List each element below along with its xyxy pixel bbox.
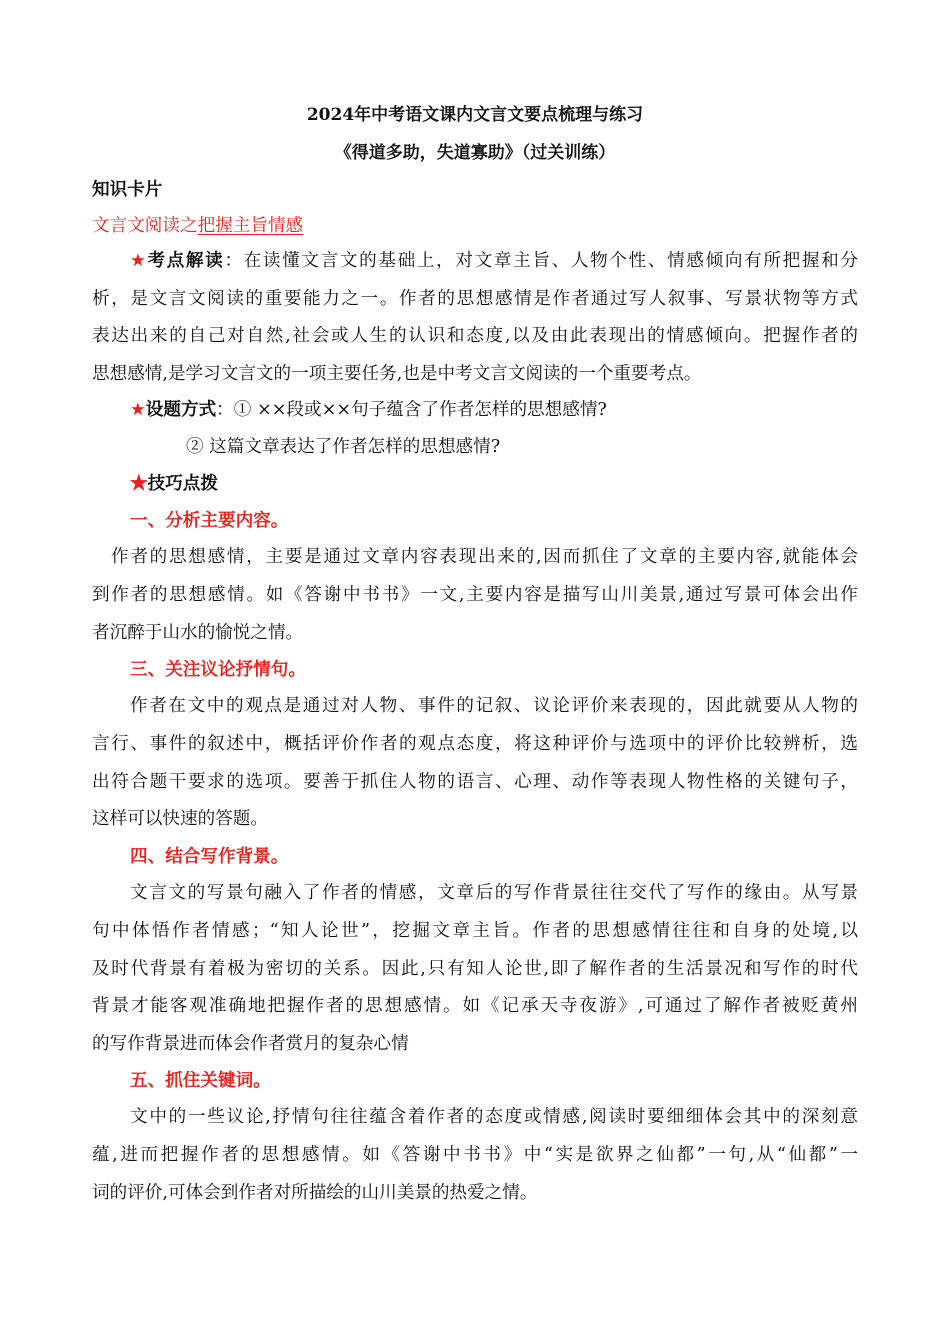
kaodian-line-3: 表达出来的自己对自然,社会或人生的认识和态度,以及由此表现出的情感倾向。把握作者的 xyxy=(92,326,858,346)
section-5-line-1: 文中的一些议论,抒情句往往蕴含着作者的态度或情感,阅读时要细细体会其中的深刻意 xyxy=(130,1107,858,1127)
section-4-line-3: 及时代背景有着极为密切的关系。因此,只有知人论世,即了解作者的生活景况和写作的时代 xyxy=(92,959,858,979)
jiqiao-heading xyxy=(130,472,218,496)
star-icon: ★ xyxy=(130,473,148,494)
sheti-question-2: ② 这篇文章表达了作者怎样的思想感情? xyxy=(186,437,501,457)
sheti-line-1: ★设题方式：① ××段或××句子蕴含了作者怎样的思想感情? xyxy=(130,399,607,420)
section-4-line-2: 句中体悟作者情感；“知人论世”，挖掘文章主旨。作者的思想感情往往和自身的处境,以 xyxy=(92,921,858,941)
section-3-line-2: 言行、事件的叙述中，概括评价作者的观点态度，将这种评价与选项中的评价比较辨析，选 xyxy=(92,734,858,754)
section-4-heading: 四、结合写作背景。 xyxy=(130,846,289,867)
document-subtitle: 《得道多助，失道寡助》（过关训练） xyxy=(334,143,616,163)
topic-underlined: 把握主旨情感 xyxy=(197,216,304,236)
section-1-line-3: 者沉醉于山水的愉悦之情。 xyxy=(92,623,304,643)
section-4-line-5: 的写作背景进而体会作者赏月的复杂心情 xyxy=(92,1034,409,1054)
sheti-question-1: ① ××段或××句子蕴含了作者怎样的思想感情? xyxy=(233,400,607,420)
jiqiao-label: 技巧点拨 xyxy=(147,473,218,494)
section-3-line-1: 作者在文中的观点是通过对人物、事件的记叙、议论评价来表现的，因此就要从人物的 xyxy=(130,696,858,716)
section-3-heading: 三、关注议论抒情句。 xyxy=(130,659,306,680)
star-icon: ★ xyxy=(130,251,148,271)
document-title: 2024年中考语文课内文言文要点梳理与练习 xyxy=(306,105,644,125)
kaodian-line-4: 思想感情,是学习文言文的一项主要任务,也是中考文言文阅读的一个重要考点。 xyxy=(92,364,702,384)
star-icon: ★ xyxy=(130,400,146,420)
knowledge-card-heading: 知识卡片 xyxy=(92,179,163,200)
section-5-heading: 五、抓住关键词。 xyxy=(130,1070,271,1091)
kaodian-label: 考点解读 xyxy=(147,250,225,271)
kaodian-line-1: ★考点解读：在读懂文言文的基础上，对文章主旨、人物个性、情感倾向有所把握和分 xyxy=(130,250,858,271)
topic-prefix: 文言文阅读之 xyxy=(92,216,198,236)
section-1-line-2: 到作者的思想感情。如《答谢中书书》一文,主要内容是描写山川美景,通过写景可体会出作 xyxy=(92,585,858,605)
section-5-line-2: 蕴,进而把握作者的思想感情。如《答谢中书书》中“实是欲界之仙都”一句,从“仙都”一 xyxy=(92,1145,858,1165)
section-5-line-3: 词的评价,可体会到作者对所描绘的山川美景的热爱之情。 xyxy=(92,1183,538,1203)
section-3-line-3: 出符合题干要求的选项。要善于抓住人物的语言、心理、动作等表现人物性格的关键句子， xyxy=(92,772,858,792)
topic-heading xyxy=(92,214,303,238)
section-4-line-4: 背景才能客观准确地把握作者的思想感情。如《记承天寺夜游》,可通过了解作者被贬黄州 xyxy=(92,996,858,1016)
kaodian-line-2: 析，是文言文阅读的重要能力之一。作者的思想感情是作者通过写人叙事、写景状物等方式 xyxy=(92,289,858,309)
sheti-label: 设题方式 xyxy=(145,399,217,420)
section-1-heading: 一、分析主要内容。 xyxy=(130,510,289,531)
section-3-line-4: 这样可以快速的答题。 xyxy=(92,809,268,829)
kaodian-text-1: 在读懂文言文的基础上，对文章主旨、人物个性、情感倾向有所把握和分 xyxy=(243,251,858,271)
section-1-line-1: 作者的思想感情，主要是通过文章内容表现出来的,因而抓住了文章的主要内容,就能体会 xyxy=(111,547,858,567)
section-4-line-1: 文言文的写景句融入了作者的情感，文章后的写作背景往往交代了写作的缘由。从写景 xyxy=(130,883,858,903)
